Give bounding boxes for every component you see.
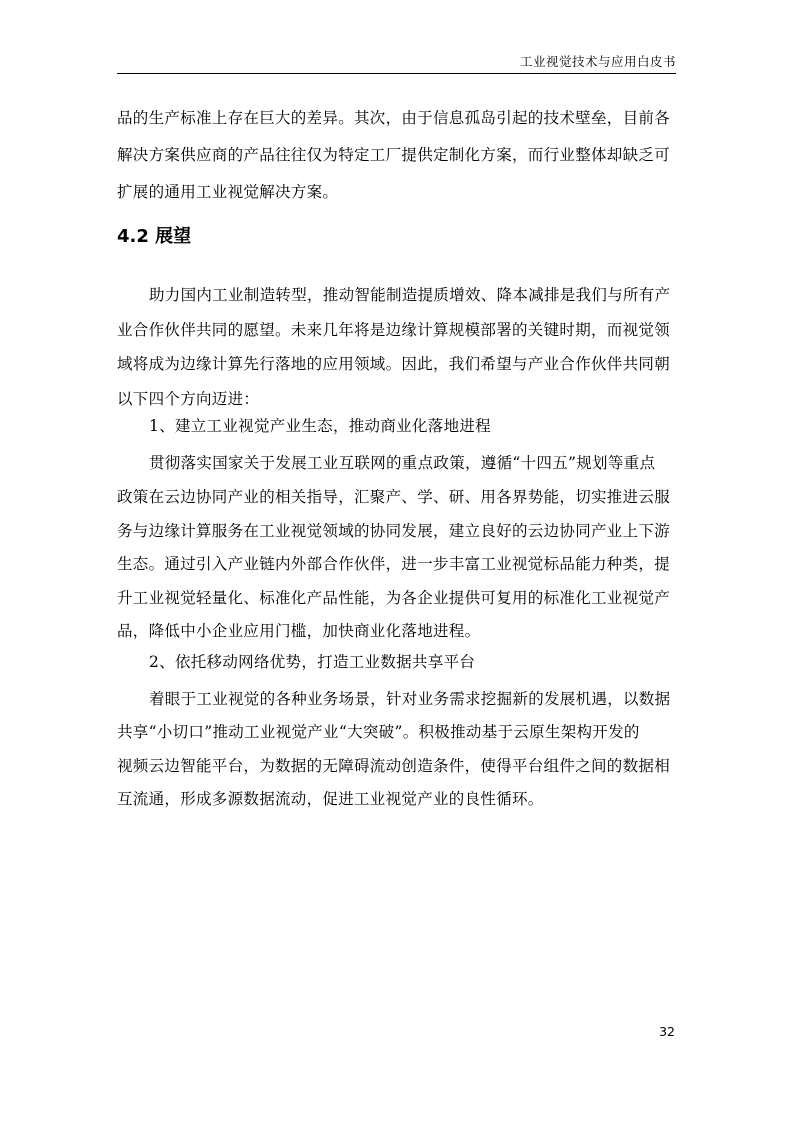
text-line: 着眼于工业视觉的各种业务场景，针对业务需求挖掘新的发展机遇，以数据 xyxy=(149,690,671,708)
text-line: 政策在云边协同产业的相关指导，汇聚产、学、研、用各界势能，切实推进云服 xyxy=(117,488,671,506)
item-2-title: 2、依托移动网络优势，打造工业数据共享平台 xyxy=(149,653,476,671)
item-1-title: 1、建立工业视觉产业生态，推动商业化落地进程 xyxy=(149,417,491,435)
text-line: 升工业视觉轻量化、标准化产品性能，为各企业提供可复用的标准化工业视觉产 xyxy=(117,589,671,607)
text-line: 解决方案供应商的产品往往仅为特定工厂提供定制化方案，而行业整体却缺乏可 xyxy=(117,146,671,164)
page-number: 32 xyxy=(659,1024,675,1039)
text-line: 以下四个方向迈进： xyxy=(117,390,260,408)
text-line: 品的生产标准上存在巨大的差异。其次，由于信息孤岛引起的技术壁垒，目前各 xyxy=(117,109,671,127)
text-line: 视频云边智能平台，为数据的无障碍流动创造条件，使得平台组件之间的数据相 xyxy=(117,757,671,775)
header-rule xyxy=(117,73,676,74)
text-line: 业合作伙伴共同的愿望。未来几年将是边缘计算规模部署的关键时期，而视觉领 xyxy=(117,321,671,339)
text-line: 共享“小切口”推动工业视觉产业“大突破”。积极推动基于云原生架构开发的 xyxy=(117,723,640,741)
text-line: 务与边缘计算服务在工业视觉领域的协同发展，建立良好的云边协同产业上下游 xyxy=(117,522,671,540)
text-line: 助力国内工业制造转型，推动智能制造提质增效、降本减排是我们与所有产 xyxy=(149,286,671,304)
text-line: 品，降低中小企业应用门槛，加快商业化落地进程。 xyxy=(117,622,481,640)
text-line: 互流通，形成多源数据流动，促进工业视觉产业的良性循环。 xyxy=(117,790,544,808)
text-line: 生态。通过引入产业链内外部合作伙伴，进一步丰富工业视觉标品能力种类，提 xyxy=(117,555,671,573)
text-line: 域将成为边缘计算先行落地的应用领域。因此，我们希望与产业合作伙伴共同朝 xyxy=(117,355,671,373)
text-line: 贯彻落实国家关于发展工业互联网的重点政策，遵循“十四五”规划等重点 xyxy=(149,454,656,472)
header-title: 工业视觉技术与应用白皮书 xyxy=(519,54,676,69)
section-heading: 4.2 展望 xyxy=(117,226,192,247)
text-line: 扩展的通用工业视觉解决方案。 xyxy=(117,183,339,201)
